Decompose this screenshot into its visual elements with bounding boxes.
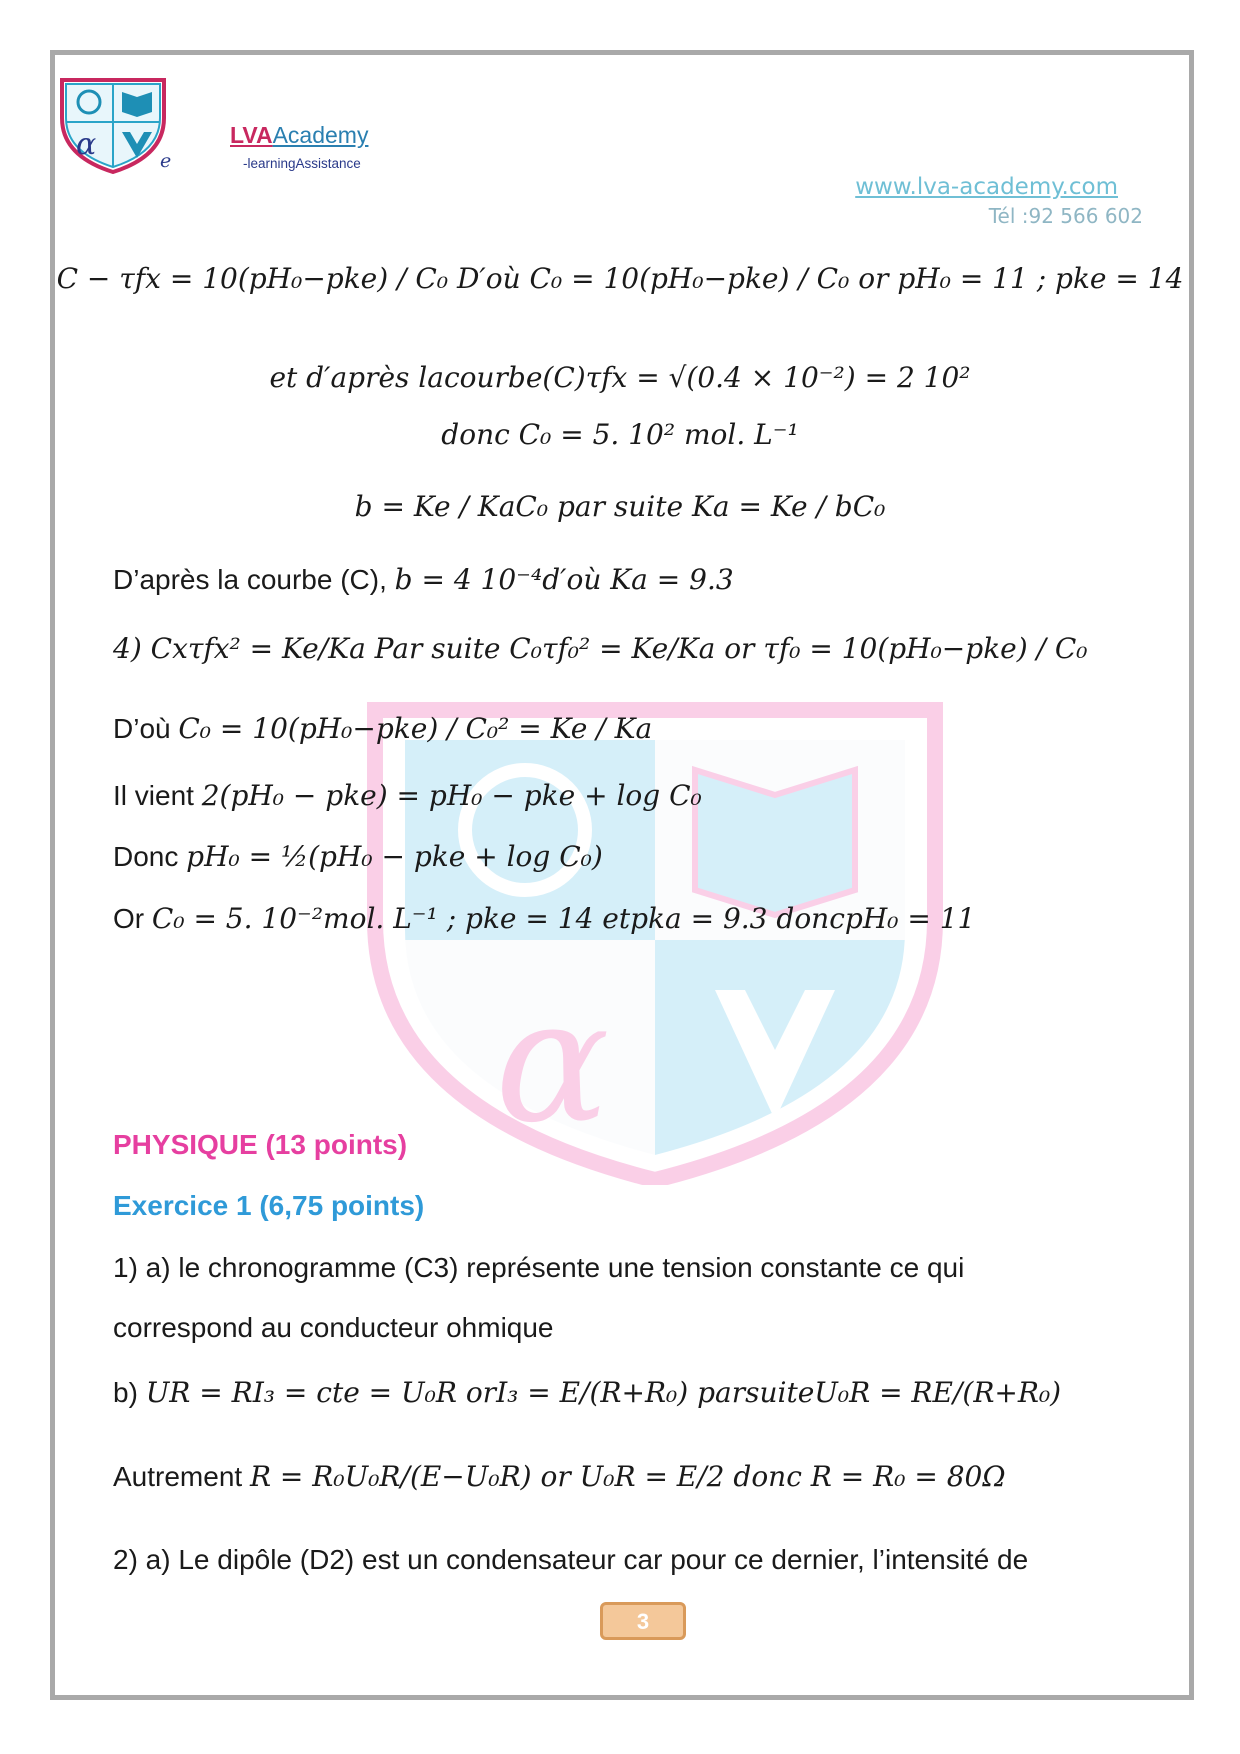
brand-tagline: -learningAssistance [243,156,361,171]
text-line-5-label: D’après la courbe (C), [113,564,395,595]
brand-name [230,122,368,149]
text-line-7 [113,712,1123,745]
question-1a-line-1: 1) a) le chronogramme (C3) représente une tension constante ce qui [113,1252,965,1283]
question-1a-line-2: correspond au conducteur ohmique [113,1312,554,1343]
text-line-10-label: Or [113,903,152,934]
text-line-5-math: b = 4 10⁻⁴d′où Ka = 9.3 [394,563,734,596]
equation-line-1: C − τfx = 10(pH₀−pke) / C₀ D′où C₀ = 10(pH₀−pke) / C₀ or pH₀ = 11 ; pke = 14 [56,262,1184,295]
equation-line-3: donc C₀ = 5. 10² mol. L⁻¹ [441,418,799,451]
section-title-physique: PHYSIQUE (13 points) [113,1129,408,1160]
exercise-title: Exercice 1 (6,75 points) [113,1190,425,1221]
text-line-8-label: Il vient [113,780,202,811]
text-line-10-math: C₀ = 5. 10⁻²mol. L⁻¹ ; pke = 14 etpka = 9.3 doncpH₀ = 11 [151,902,976,935]
autrement-line [113,1460,1123,1493]
text-line-8-math: 2(pH₀ − pke) = pH₀ − pke + log C₀ [201,779,702,812]
text-line-10 [113,902,1123,935]
page-number: 3 [600,1602,686,1640]
autrement-label: Autrement [113,1461,250,1492]
watermark-shield-logo [355,690,955,1185]
text-line-5 [113,563,1123,596]
brand-lv: LVA [230,122,273,148]
equation-line-4: b = Ke / KaC₀ par suite Ka = Ke / bC₀ [354,490,886,523]
text-line-9-math: pH₀ = ½(pH₀ − pke + log C₀) [186,840,603,873]
svg-text:α: α [76,127,97,162]
svg-text:α: α [495,963,610,1161]
website-link[interactable]: www.lva-academy.com [855,174,1118,200]
text-line-7-math: C₀ = 10(pH₀−pke) / C₀² = Ke / Ka [178,712,653,745]
text-line-9-label: Donc [113,841,187,872]
question-1b-math: UR = RI₃ = cte = U₀R orI₃ = E/(R+R₀) parsuiteU₀R = RE/(R+R₀) [145,1376,1062,1409]
text-line-9 [113,840,1123,873]
lva-shield-logo [58,78,168,174]
equation-line-2: et d′après lacourbe(C)τfx = √(0.4 × 10⁻²) = 2 10² [269,361,971,394]
question-1b [113,1376,1123,1409]
autrement-math: R = R₀U₀R/(E−U₀R) or U₀R = E/2 donc R = R₀ = 80Ω [249,1460,1006,1493]
text-line-7-label: D’où [113,713,179,744]
text-line-6: 4) Cxτfx² = Ke/Ka Par suite C₀τf₀² = Ke/Ka or τf₀ = 10(pH₀−pke) / C₀ [113,632,1088,665]
text-line-8 [113,779,1123,812]
question-1b-label: b) [113,1377,146,1408]
phone-number: Tél :92 566 602 [988,204,1143,228]
question-2a: 2) a) Le dipôle (D2) est un condensateur car pour ce dernier, l’intensité de [113,1544,1029,1575]
brand-academy: Academy [272,122,369,148]
logo-e-letter: e [160,150,172,172]
